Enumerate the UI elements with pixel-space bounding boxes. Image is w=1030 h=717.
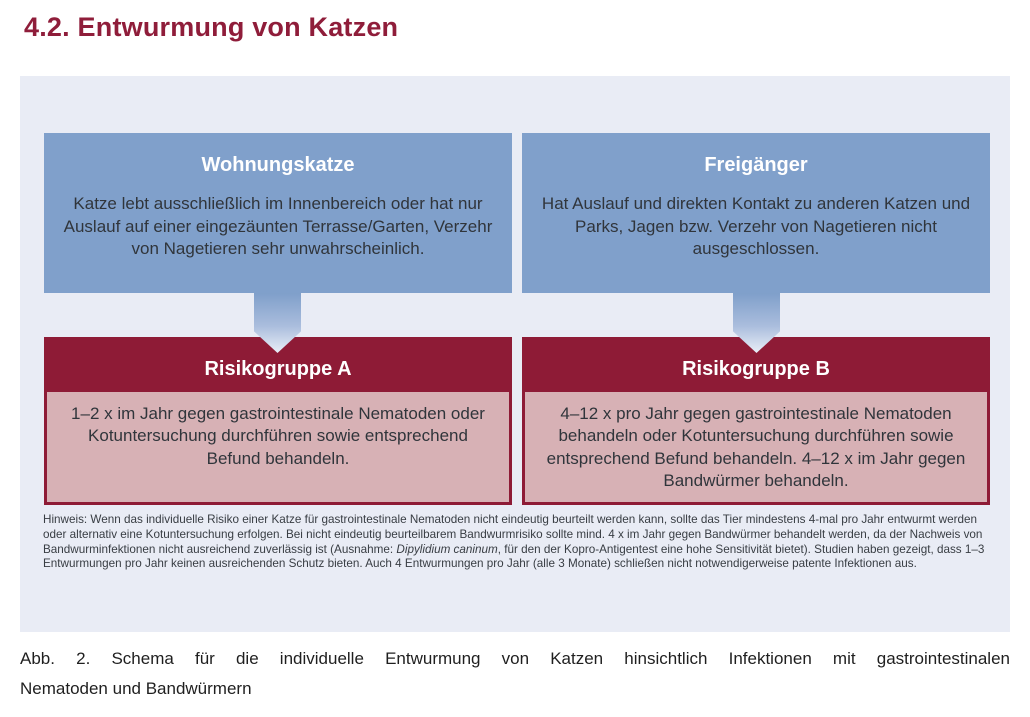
figure-caption-line2: Nematoden und Bandwürmern: [20, 679, 252, 698]
category-title: Wohnungskatze: [201, 154, 355, 176]
figure-caption: [20, 644, 1010, 704]
category-box-wohnungskatze: [44, 133, 512, 293]
risk-group-recommendation: 4–12 x pro Jahr gegen gastrointestinale Nematoden behandeln oder Kotuntersuchung durchführen sowie entsprechend Befund behandeln. 4–12 x im Jahr gegen Bandwürmer behandeln.: [525, 392, 987, 502]
risk-box-b: [522, 337, 990, 505]
category-box-freigaenger: [522, 133, 990, 293]
risk-box-a: [44, 337, 512, 505]
category-description: Katze lebt ausschließlich im Innenbereich oder hat nur Auslauf auf einer eingezäunten Terrasse/Garten, Verzehr von Nagetieren sehr unwahrscheinlich.: [63, 194, 493, 259]
figure-caption-line1: Abb. 2. Schema für die individuelle Entwurmung von Katzen hinsichtlich Infektionen mit gastrointestinalen: [20, 649, 1010, 668]
risk-group-title: Risikogruppe B: [682, 358, 830, 380]
note-italic-term: Dipylidium caninum: [396, 542, 498, 556]
note-text-before: Hinweis: Wenn das individuelle Risiko einer Katze für gastrointestinale Nematoden nicht eindeutig beurteilt werden kann, sollte das Tier mindestens 4-mal pro Jahr entwurmt werden oder alternativ eine Kotuntersuchung erfolgen. Bei nicht eindeutig beurteilbarem Bandwurmrisiko sollte mind. 4 x im Jahr gegen Bandwürmer behandelt werden, da der Nachweis von Bandwurminfektionen nicht ausreichend zuverlässig ist (Ausnahme:: [43, 513, 983, 556]
note-text-after: , für den der Kopro-Antigentest eine hohe Sensitivität bietet). Studien haben gezeigt, dass 1–3 Entwurmungen pro Jahr keinen ausreichenden Schutz bieten. Auch 4 Entwurmungen pro Jahr (alle 3 Monate) schließen nicht notwendigerweise patente Infektionen aus.: [43, 542, 985, 571]
category-title: Freigänger: [704, 154, 808, 176]
section-heading: 4.2. Entwurmung von Katzen: [24, 12, 399, 42]
category-description: Hat Auslauf und direkten Kontakt zu anderen Katzen und Parks, Jagen bzw. Verzehr von Nagetieren nicht ausgeschlossen.: [541, 194, 971, 259]
risk-group-title: Risikogruppe A: [204, 358, 352, 380]
risk-group-recommendation: 1–2 x im Jahr gegen gastrointestinale Nematoden oder Kotuntersuchung durchführen sowie entsprechend Befund behandeln.: [47, 392, 509, 502]
note-text: [43, 513, 993, 572]
figure-panel: [20, 76, 1010, 632]
